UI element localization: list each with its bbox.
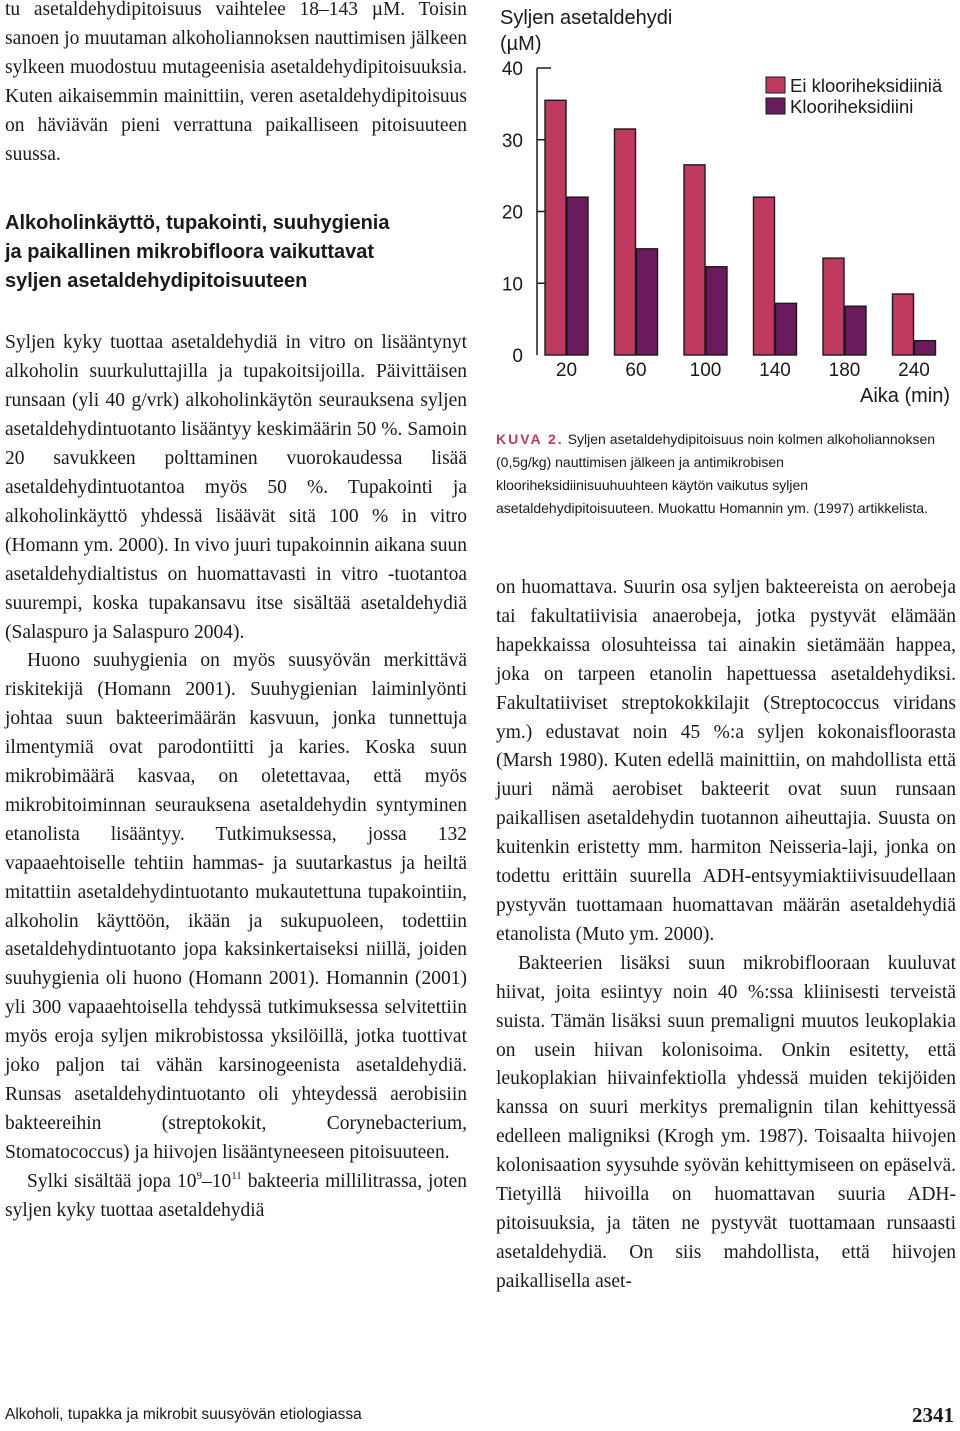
section-heading (5, 209, 467, 296)
bar-ei-klooriheksidiinia (684, 165, 705, 355)
bar-klooriheksidiini (776, 303, 797, 355)
y-axis-label-line: (µM) (500, 33, 542, 55)
left-column (5, 0, 467, 1226)
figure-label: KUVA 2. (496, 431, 564, 447)
chart-canvas (488, 0, 960, 415)
bar-klooriheksidiini (637, 249, 658, 355)
heading-line-3: syljen asetaldehydipitoisuuteen (5, 270, 308, 293)
right-column (496, 574, 956, 1297)
right-paragraph-2: Bakteerien lisäksi suun mikrobiflooraan kuuluvat hiivat, joita esiintyy noin 40 %:ssa kliinisesti terveistä suista. Tämän lisäksi suun premaligni muutos leukoplakia on usein hiivan kolonisoima. Onkin esitetty, että leukoplakian hiivainfektiolla yhdessä muiden tekijöiden kanssa on suuri merkitys premalignin tilan kehittyessä edelleen maligniksi (Krogh ym. 1987). Toisaalta hiivojen kolonisaation syysuhde syövän kehittymiseen on epäselvä. Tietyillä hiivoilla on huomattavan suuria ADH-pitoisuuksia, ja täten ne pystyvät tuottamaan runsaasti asetaldehydiä. On siis mahdollista, että hiivojen paikallisella aset- (496, 952, 956, 1292)
exponent-9: 9 (196, 1169, 202, 1182)
bar-ei-klooriheksidiinia (893, 294, 914, 355)
bar-ei-klooriheksidiinia (754, 197, 775, 355)
x-tick-label: 20 (555, 360, 578, 381)
exponent-11: 11 (231, 1169, 242, 1182)
legend-swatch (766, 77, 785, 93)
right-paragraph-1: on huomattava. Suurin osa syljen bakteereista on aerobeja tai fakultatiivisia anaerobeja, jotka pystyvät elämään hapekkaissa olosuhteissa tai ainakin sietämään happea, joka on tarpeen etanolin hapettuessa asetaldehydiksi. Fakultatiiviset streptokokkilajit (Streptococcus viridans ym.) edustavat noin 45 %:a syljen kokonaisfloorasta (Marsh 1980). Kuten edellä mainittiin, on mahdollista että juuri nämä aerobiset bakteerit ovat suun runsaan paikallisen asetaldehydin tuotannon aiheuttajia. Suusta on kuitenkin eristetty mm. harmiton Neisseria-laji, jonka on todettu erittäin suurella ADH-entsyymiaktiivisuudellaan pystyvän tuottamaan huomattavan määrän asetaldehydiä etanolista (Muto ym. 2000). (496, 577, 956, 945)
body-paragraph-3 (5, 1168, 467, 1226)
figure-caption (496, 428, 958, 520)
x-tick-label: 180 (828, 360, 861, 381)
legend-label: Klooriheksidiini (790, 96, 914, 117)
y-tick-label: 20 (501, 202, 523, 224)
figure-caption-text: Syljen asetaldehydipitoisuus noin kolmen alkoholiannoksen (0,5g/kg) nauttimisen jälkeen ja antimikrobisen klooriheksidiinisuuhuuhteen käytön vaikutus syljen asetaldehydipitoisuuteen. Muokattu Homannin ym. (1997) artikkelista. (496, 431, 936, 516)
body-paragraph-1: Syljen kyky tuottaa asetaldehydiä in vitro on lisääntynyt alkoholin suurkuluttajilla ja tupakoitsijoilla. Päivittäisen runsaan (yli 40 g/vrk) alkoholinkäytön seurauksena syljen asetaldehydintuotanto lisääntyy keskimäärin 50 %. Samoin 20 savukkeen polttaminen vuorokaudessa lisää asetaldehydintuotantoa myös 50 %. Tupakointi ja alkoholinkäyttö yhdessä lisäävät sitä 100 % in vitro (Homann ym. 2000). In vivo juuri tupakoinnin aikana suun asetaldehydialtistus on huomattavasti in vitro -tuotantoa suurempi, koska tupakansavu itse sisältää asetaldehydiä (Salaspuro ja Salaspuro 2004). (5, 332, 467, 643)
x-tick-label: 100 (689, 360, 722, 381)
para3-end: bakteeria millilitrassa, joten syljen kyky tuottaa asetaldehydiä (5, 1170, 468, 1221)
bar-klooriheksidiini (915, 341, 936, 355)
para3-mid: –10 (201, 1170, 232, 1192)
heading-line-1: Alkoholinkäyttö, tupakointi, suuhygienia (5, 212, 390, 235)
x-tick-label: 140 (759, 360, 791, 381)
bar-klooriheksidiini (706, 267, 727, 355)
y-tick-label: 0 (512, 346, 523, 367)
y-tick-label: 40 (501, 59, 523, 80)
intro-paragraph: tu asetaldehydipitoisuus vaihtelee 18–143 µM. Toisin sanoen jo muutaman alkoholiannoksen nauttimisen jälkeen sylkeen muodostuu mutageenisia asetaldehydipitoisuuksia. Kuten aikaisemmin mainittiin, veren asetaldehydipitoisuus on häviävän pieni verrattuna paikalliseen pitoisuuteen suussa. (5, 0, 467, 165)
bar-ei-klooriheksidiinia (823, 258, 844, 355)
legend-swatch (766, 98, 785, 114)
y-tick-label: 30 (501, 130, 523, 152)
bar-klooriheksidiini (845, 306, 866, 355)
body-paragraph-2: Huono suuhygienia on myös suusyövän merkittävä riskitekijä (Homann 2001). Suuhygienian laiminlyönti johtaa suun bakteerimäärän kasvuun, jonka tunnettuja ilmentymiä ovat parodontiitti ja karies. Koska suun mikrobimäärä kasvaa, on oletettavaa, että myös mikrobitoiminnan seurauksena asetaldehydin syntyminen etanolista lisääntyy. Tutkimuksessa, jossa 132 vapaaehtoiselle tehtiin hammas- ja suutarkastus ja heiltä mitattiin asetaldehydintuotanto mukautettuna tupakointiin, alkoholin käyttöön, ikään ja sukupuoleen, todettiin asetaldehydintuotanto jopa kaksinkertaiseksi niillä, joiden suuhygienia oli huono (Homann 2001). Homannin (2001) yli 300 vapaaehtoisella tehdyssä tutkimuksessa selvitettiin myös eroja syljen mikrobistossa yksilöillä, jotka tuottivat joko paljon tai vähän karsinogeenista asetaldehydiä. Runsas asetaldehydintuotanto oli yhteydessä aerobisiin bakteereihin (streptokokit, Corynebacterium, Stomatococcus) ja hiivojen lisääntyneeseen pitoisuuteen. (5, 650, 467, 1163)
x-tick-label: 60 (625, 360, 647, 381)
bar-ei-klooriheksidiinia (545, 100, 566, 355)
x-axis-label: Aika (min) (859, 385, 950, 407)
bar-ei-klooriheksidiinia (615, 129, 636, 355)
legend-label: Ei klooriheksidiiniä (790, 75, 943, 96)
bar-klooriheksidiini (567, 197, 588, 355)
para3-start: Sylki sisältää jopa 10 (27, 1170, 197, 1192)
heading-line-2: ja paikallinen mikrobifloora vaikuttavat (5, 241, 375, 264)
y-axis-label-line: Syljen asetaldehydi (500, 7, 673, 29)
bar-chart (488, 0, 960, 415)
page-number: 2341 (912, 1403, 954, 1427)
x-tick-label: 240 (898, 360, 930, 381)
footer-title: Alkoholi, tupakka ja mikrobit suusyövän etiologiassa (5, 1406, 362, 1423)
y-tick-label: 10 (501, 274, 523, 296)
